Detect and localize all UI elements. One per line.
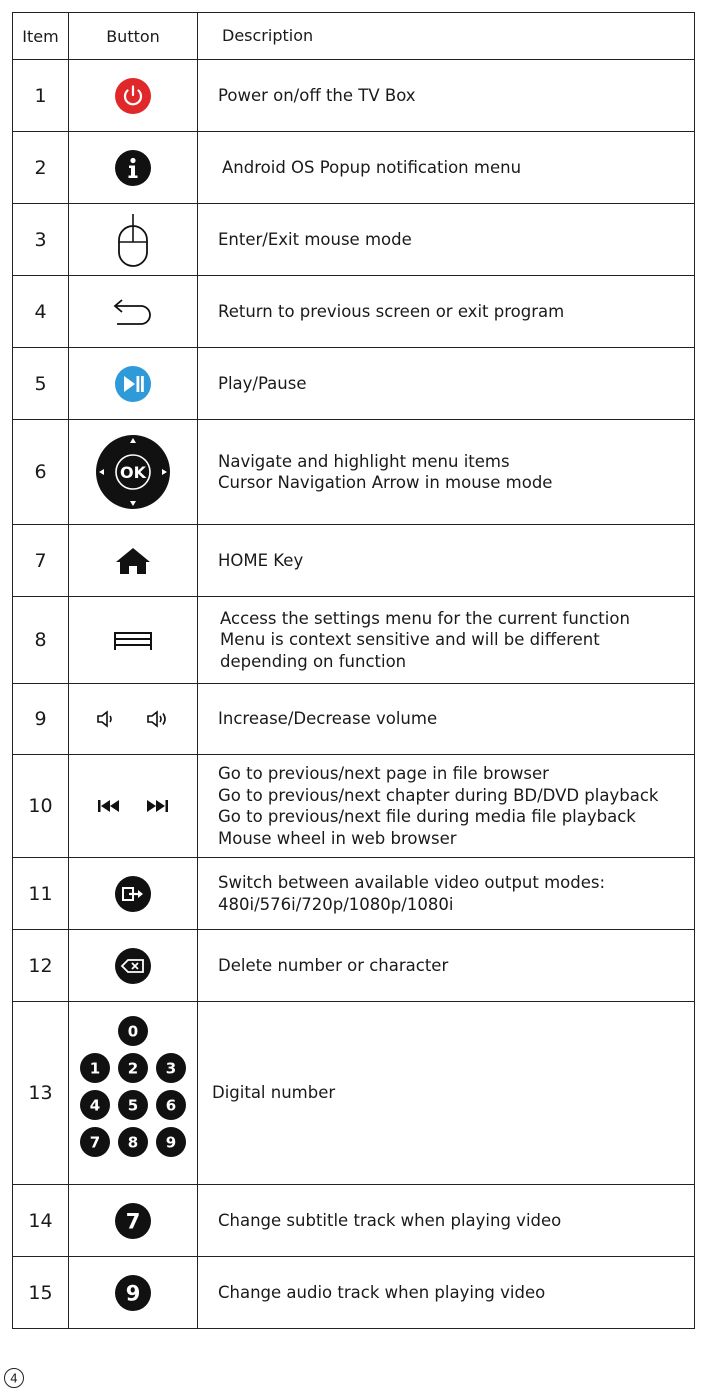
header-button: Button [69,13,198,60]
table-row [13,276,695,348]
description-text: Play/Pause [218,373,307,393]
power-icon [114,77,152,115]
key-6: 6 [165,1096,177,1115]
description-text: Switch between available video output modes: [218,873,606,892]
description-text: Delete number or character [218,955,449,975]
table-row [13,204,695,276]
page-number [3,1367,25,1389]
header-item: Item [13,13,69,60]
description-text: Go to previous/next chapter during BD/DVD playback [218,785,659,805]
description-text: Access the settings menu for the current function [220,608,630,628]
description-text: Power on/off the TV Box [218,85,416,105]
item-number: 12 [13,930,69,1002]
key-7: 7 [89,1133,101,1152]
key-4: 4 [89,1096,101,1115]
ok-label: OK [120,463,146,482]
description-text: Change subtitle track when playing video [218,1210,562,1230]
key-7-label: 7 [125,1209,141,1233]
key-1: 1 [89,1059,101,1078]
description-text: Digital number [212,1083,336,1103]
item-number: 11 [13,858,69,930]
table-row [13,525,695,597]
number-keypad-icon [77,1013,189,1173]
video-output-icon [114,875,152,913]
item-number: 5 [13,348,69,420]
description-text: 480i/576i/720p/1080p/1080i [218,894,454,914]
table-row [13,1002,695,1185]
return-icon [111,298,155,326]
volume-down-icon [96,710,116,728]
header-description: Description [198,13,695,60]
info-icon [114,149,152,187]
key-5: 5 [127,1096,139,1115]
table-row [13,930,695,1002]
table-row [13,858,695,930]
table-row [13,755,695,858]
item-number: 13 [13,1002,69,1185]
description-text: Enter/Exit mouse mode [218,229,412,249]
description-text: HOME Key [218,550,304,570]
item-number: 9 [13,684,69,755]
key-2: 2 [127,1059,139,1078]
play-pause-icon [114,365,152,403]
table-row [13,60,695,132]
item-number: 2 [13,132,69,204]
description-text: Increase/Decrease volume [218,709,438,729]
item-number: 8 [13,597,69,684]
item-number: 14 [13,1185,69,1257]
next-icon [145,799,169,813]
key-9: 9 [165,1133,177,1152]
volume-up-icon [146,710,170,728]
table-row [13,132,695,204]
key-9-label: 9 [125,1281,141,1305]
dpad-ok-icon [95,434,171,510]
table-row [13,1257,695,1329]
number-7-icon [114,1202,152,1240]
item-number: 10 [13,755,69,858]
description-text: Go to previous/next file during media file playback [218,807,636,826]
table-row [13,348,695,420]
delete-icon [114,947,152,985]
item-number: 6 [13,420,69,525]
home-icon [114,546,152,576]
description-text: Android OS Popup notification menu [222,157,522,177]
key-3: 3 [165,1059,177,1078]
key-8: 8 [127,1133,139,1152]
description-text: Go to previous/next page in file browser [218,764,549,783]
description-text: Change audio track when playing video [218,1282,546,1302]
item-number: 15 [13,1257,69,1329]
description-text: Return to previous screen or exit program [218,301,565,321]
item-number: 1 [13,60,69,132]
number-9-icon [114,1274,152,1312]
menu-icon [112,628,154,652]
description-text: depending on function [220,651,407,671]
table-row [13,420,695,525]
description-text: Menu is context sensitive and will be different [220,630,600,650]
header-row [13,13,695,60]
item-number: 7 [13,525,69,597]
description-text: Navigate and highlight menu items [218,451,510,471]
table-row [13,684,695,755]
mouse-icon [116,210,150,270]
description-text: Cursor Navigation Arrow in mouse mode [218,473,553,492]
remote-buttons-table [12,12,695,1329]
item-number: 3 [13,204,69,276]
previous-icon [97,799,121,813]
table-row [13,597,695,684]
page-number-text: 4 [10,1371,18,1386]
description-text: Mouse wheel in web browser [218,828,457,848]
item-number: 4 [13,276,69,348]
table-row [13,1185,695,1257]
key-0: 0 [127,1022,139,1041]
